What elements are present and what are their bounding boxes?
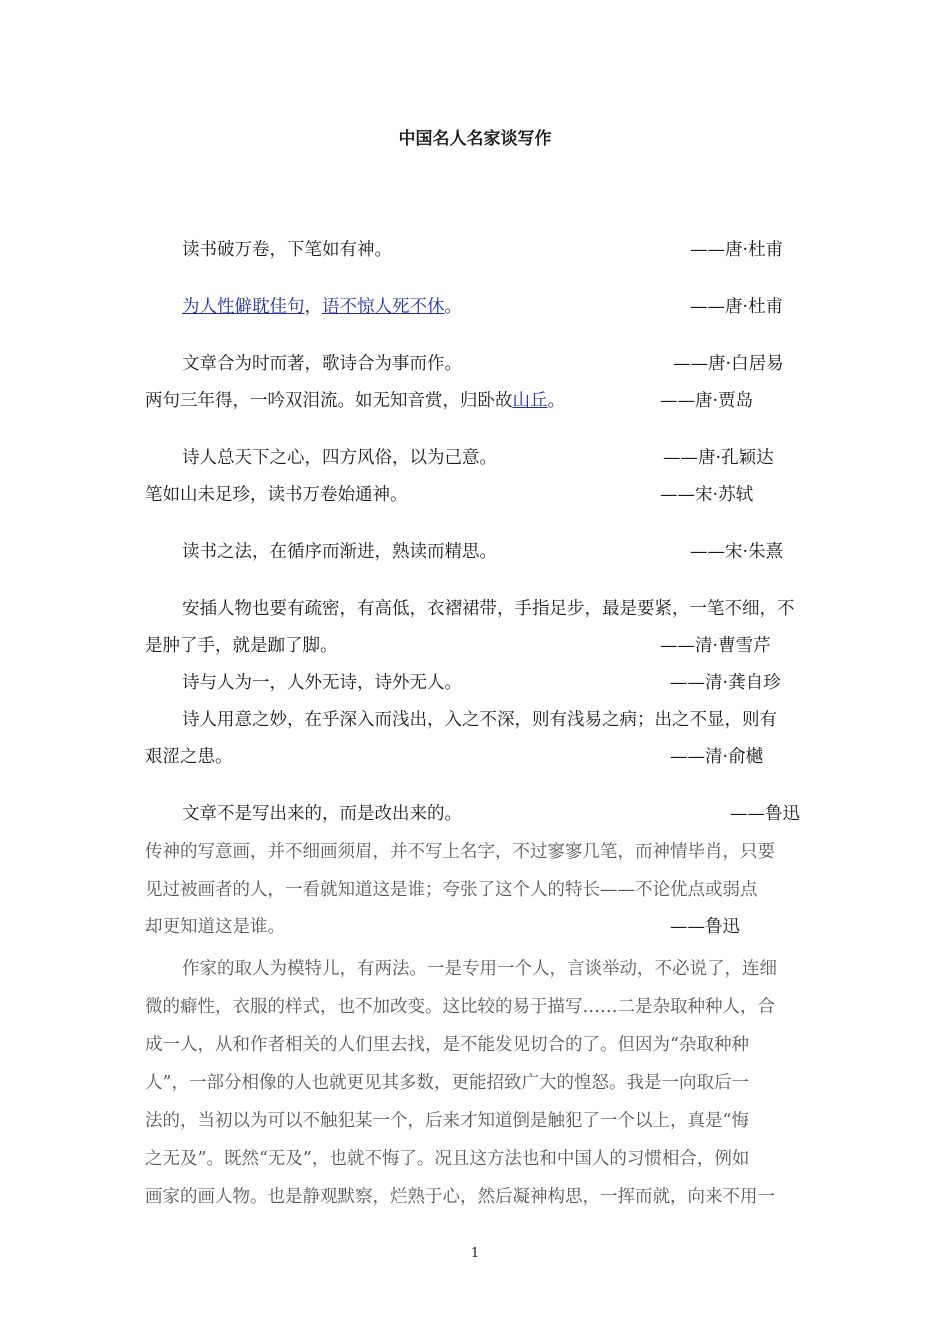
- quote-body: 两句三年得，一吟双泪流。如无知音赏，归卧故: [145, 391, 513, 411]
- quote-attribution: ——清·龚自珍: [670, 673, 781, 693]
- quote-text-line: 是肿了手，就是跏了脚。: [145, 636, 338, 656]
- paragraph-line: 作家的取人为模特儿，有两法。一是专用一个人，言谈举动，不必说了，连细: [182, 959, 777, 979]
- paragraph-line: 法的，当初以为可以不触犯某一个，后来才知道倒是触犯了一个以上，真是“悔: [145, 1111, 749, 1131]
- quote-text: [182, 295, 462, 319]
- quote-text: [145, 389, 565, 413]
- quote-attribution: ——鲁迅: [730, 804, 800, 824]
- quote-attribution: ——唐·杜甫: [690, 240, 784, 260]
- quote-attribution: ——唐·白居易: [673, 354, 784, 374]
- quote-text: 读书破万卷，下笔如有神。: [182, 240, 392, 260]
- paragraph-line: 画家的画人物。也是静观默察，烂熟于心，然后凝神构思，一挥而就，向来不用一: [145, 1187, 775, 1207]
- quote-separator: ，: [304, 297, 322, 317]
- quote-text: 文章合为时而著，歌诗合为事而作。: [182, 354, 462, 374]
- quote-text-line: 诗人用意之妙，在乎深入而浅出，入之不深，则有浅易之病；出之不显，则有: [182, 710, 777, 730]
- quote-text: 诗与人为一，人外无诗，诗外无人。: [182, 673, 462, 693]
- quote-text-line: 艰涩之患。: [145, 747, 233, 767]
- quote-attribution: ——宋·苏轼: [660, 485, 754, 505]
- poem-link[interactable]: 语不惊人死不休: [322, 297, 445, 317]
- paragraph-line: 人”，一部分相像的人也就更见其多数，更能招致广大的惶怒。我是一向取后一: [145, 1073, 749, 1093]
- paragraph-line: 之无及”。既然“无及”，也就不悔了。况且这方法也和中国人的习惯相合，例如: [145, 1149, 750, 1169]
- quote-attribution: ——唐·孔颖达: [663, 448, 774, 468]
- quote-attribution: ——清·曹雪芹: [660, 636, 771, 656]
- quote-text: 读书之法，在循序而渐进，熟读而精思。: [182, 542, 497, 562]
- page-number: 1: [470, 1246, 480, 1261]
- paragraph-line: 微的癖性，衣服的样式，也不加改变。这比较的易于描写……二是杂取种种人，合: [145, 997, 775, 1017]
- quote-text-line: 安插人物也要有疏密，有高低，衣褶裙带，手指足步，最是要紧，一笔不细，不: [182, 599, 795, 619]
- quote-text-line: 传神的写意画，并不细画须眉，并不写上名字，不过寥寥几笔，而神情毕肖，只要: [145, 842, 775, 862]
- page-title: 中国名人名家谈写作: [398, 129, 552, 149]
- quote-text: 文章不是写出来的，而是改出来的。: [182, 804, 462, 824]
- quote-attribution: ——唐·杜甫: [690, 297, 784, 317]
- quote-text-line: 却更知道这是谁。: [145, 917, 285, 937]
- quote-end: 。: [444, 297, 462, 317]
- shanqiu-link[interactable]: 山丘: [512, 391, 548, 411]
- poem-link[interactable]: 为人性僻耽佳句: [182, 297, 305, 317]
- quote-attribution: ——唐·贾岛: [660, 391, 754, 411]
- quote-text: 诗人总天下之心，四方风俗，以为己意。: [182, 448, 497, 468]
- quote-text: 笔如山未足珍，读书万卷始通神。: [145, 485, 408, 505]
- quote-attribution: ——鲁迅: [670, 917, 740, 937]
- quote-attribution: ——清·俞樾: [670, 747, 764, 767]
- quote-text-line: 见过被画者的人，一看就知道这是谁；夸张了这个人的特长——不论优点或弱点: [145, 880, 758, 900]
- quote-attribution: ——宋·朱熹: [690, 542, 784, 562]
- paragraph-line: 成一人，从和作者相关的人们里去找，是不能发见切合的了。但因为“杂取种种: [145, 1035, 749, 1055]
- quote-end: 。: [547, 391, 565, 411]
